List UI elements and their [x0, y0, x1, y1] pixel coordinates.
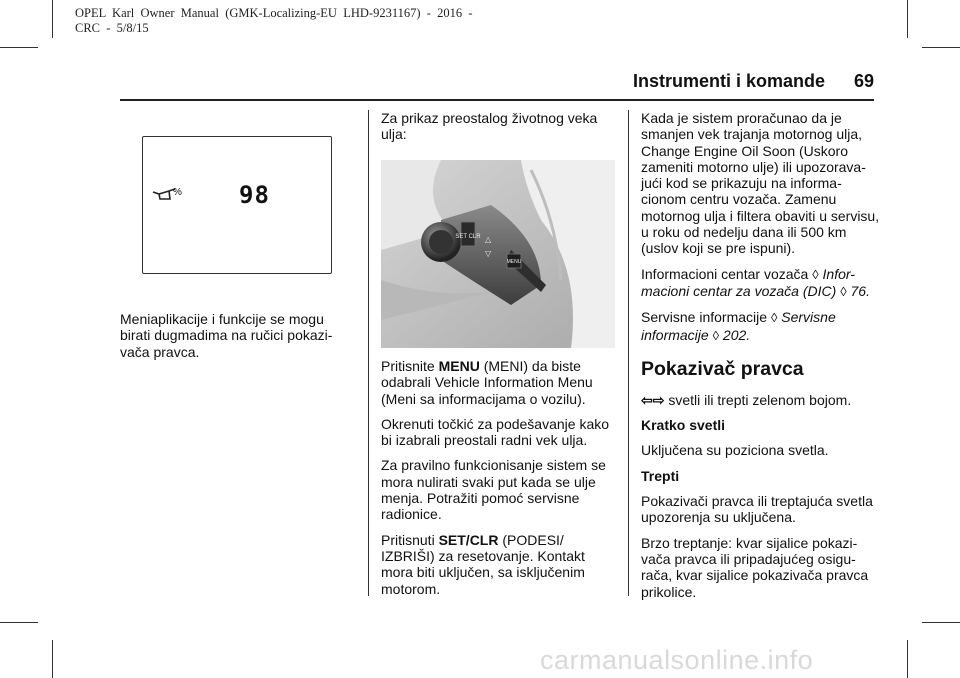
display-caption: Meniaplikacije i funkcije se mogu birati dugmadima na ručici pokazi-vača pravca. [120, 311, 333, 360]
column-divider [368, 110, 369, 596]
display-unit: % [173, 187, 182, 198]
paragraph: Pritisnuti SET/CLR (PODESI/ IZBRIŠI) za resetovanje. Kontakt mora biti uključen, sa isključenim motorom. [381, 531, 585, 597]
column-1 [120, 311, 352, 369]
subheading: Trepti [641, 467, 680, 484]
oil-life-display-illustration [142, 136, 332, 274]
dic-reference: Informacioni centar vozača ◊ Infor-macioni centar za vozača (DIC) ◊ 76. [641, 265, 870, 299]
crop-mark [907, 640, 908, 678]
svg-text:▽: ▽ [485, 249, 492, 258]
header-rule [120, 99, 874, 101]
crop-mark [52, 0, 53, 38]
turn-signal-icon: ⇦⇨ [641, 391, 665, 408]
crop-mark [0, 47, 38, 48]
dic-link[interactable]: Infor-macioni centar za vozača (DIC) [641, 265, 855, 299]
paragraph: Uključena su poziciona svetla. [641, 442, 829, 459]
crop-mark [52, 640, 53, 678]
column-divider [628, 110, 629, 596]
section-heading: Pokazivač pravca [641, 357, 804, 380]
turn-signal-stalk-image [381, 160, 615, 348]
page-number: 69 [853, 71, 874, 91]
display-value: 98 [239, 181, 270, 209]
column-2-body [381, 358, 617, 606]
paragraph: Za pravilno funkcionisanje sistem se mora nulirati svaki put kada se ulje menja. Potražiti pomoć servisne radionice. [381, 457, 606, 523]
intro-text: Za prikaz preostalog životnog veka ulja: [381, 110, 598, 143]
service-link[interactable]: Servisne informacije [641, 309, 836, 343]
set-clr-label: SET CLR [455, 234, 481, 240]
paragraph: ⇦⇨ svetli ili trepti zelenom bojom. [641, 391, 852, 408]
stalk-photo [381, 160, 615, 348]
crop-mark [0, 622, 38, 623]
column-3 [641, 110, 881, 609]
menu-label: MENU [506, 259, 522, 265]
service-reference: Servisne informacije ◊ Servisne informacije ◊ 202. [641, 309, 836, 343]
crop-mark [922, 622, 960, 623]
paragraph: Kada je sistem proračunao da je smanjen vek trajanja motornog ulja, Change Engine Oil Soon (Uskoro zameniti motorno ulje) ili upozorava-jući kod se prikazuju na informa-cionom centru vozača. Zamenu motornog ulja i filtera obaviti u servisu, u roku od nedelju dana ili 500 km (uslov koji se pre ispuni). [641, 110, 880, 257]
paragraph: Pokazivači pravca ili treptajuća svetla upozorenja su uključena. [641, 493, 873, 526]
subheading: Kratko svetli [641, 417, 726, 434]
crop-mark [922, 47, 960, 48]
section-title: Instrumenti i komande [632, 71, 825, 91]
paragraph: Brzo treptanje: kvar sijalice pokazi-vača pravca ili pripadajućeg osigu-rača, kvar sijalice pokazivača pravca prikolice. [641, 534, 869, 600]
column-2 [381, 110, 617, 152]
svg-text:△: △ [485, 235, 492, 244]
source-info: OPEL Karl Owner Manual (GMK-Localizing-EU LHD-9231167) - 2016 - CRC - 5/8/15 [75, 6, 473, 35]
paragraph: Pritisnite MENU (MENI) da biste odabrali Vehicle Information Menu (Meni sa informacijama o vozilu). [381, 358, 593, 407]
crop-mark [907, 0, 908, 38]
watermark: carmanualsonline.info [540, 645, 814, 675]
paragraph: Okrenuti točkić za podešavanje kako bi izabrali preostali radni vek ulja. [381, 415, 610, 449]
